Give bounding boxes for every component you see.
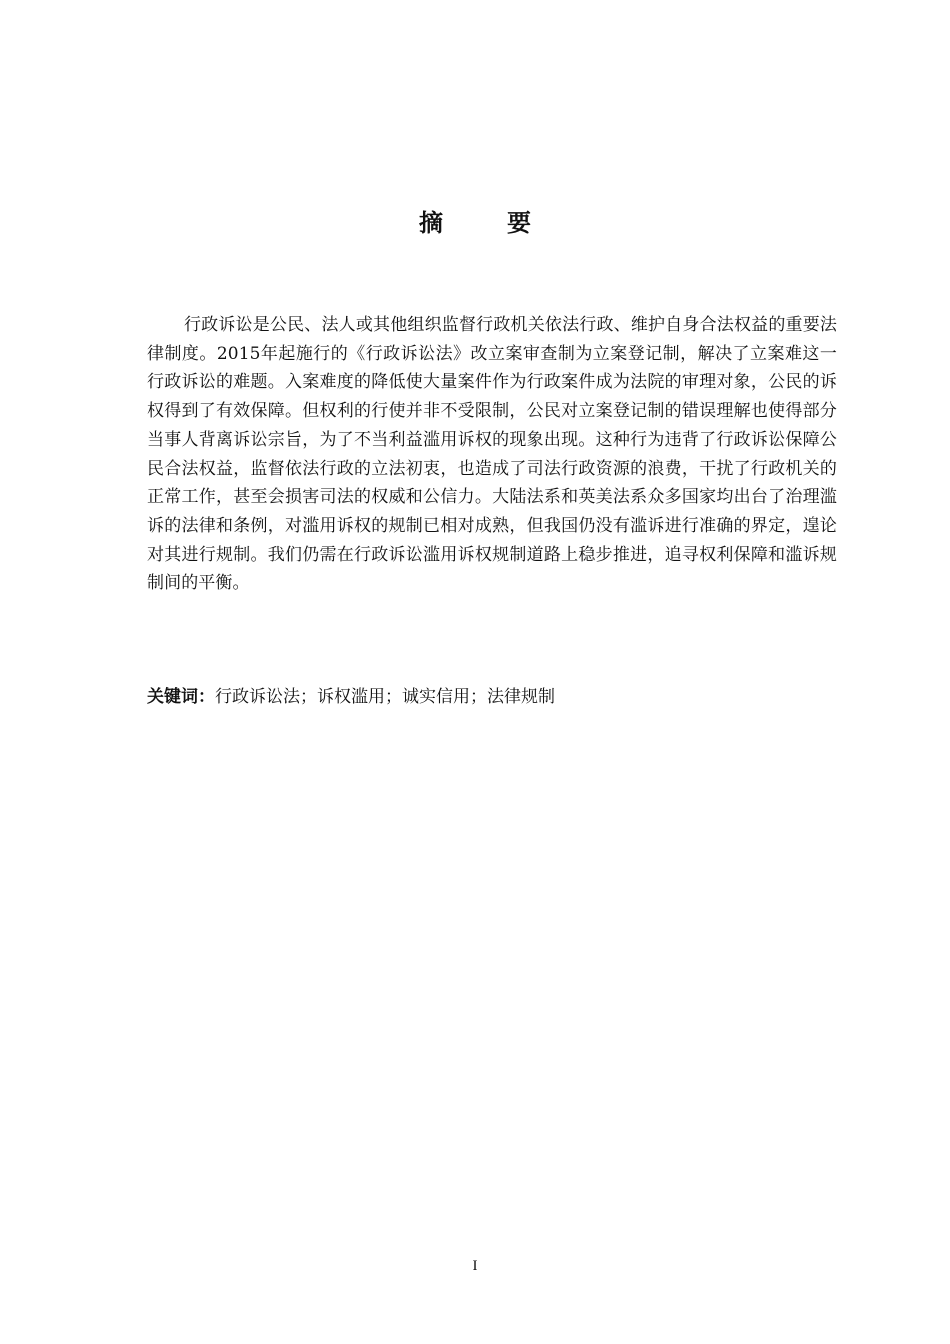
- page-number: I: [472, 1258, 478, 1274]
- page-title: 摘 要: [419, 209, 551, 237]
- keywords-label: 关键词：: [147, 687, 215, 707]
- abstract-paragraph: 行政诉讼是公民、法人或其他组织监督行政机关依法行政、维护自身合法权益的重要法律制度。2015年起施行的《行政诉讼法》改立案审查制为立案登记制，解决了立案难这一行政诉讼的难题。入案难度的降低使大量案件作为行政案件成为法院的审理对象，公民的诉权得到了有效保障。但权利的行使并非不受限制，公民对立案登记制的错误理解也使得部分当事人背离诉讼宗旨，为了不当利益滥用诉权的现象出现。这种行为违背了行政诉讼保障公民合法权益，监督依法行政的立法初衷，也造成了司法行政资源的浪费，干扰了行政机关的正常工作，甚至会损害司法的权威和公信力。大陆法系和英美法系众多国家均出台了治理滥诉的法律和条例，对滥用诉权的规制已相对成熟，但我国仍没有滥诉进行准确的界定，遑论对其进行规制。我们仍需在行政诉讼滥用诉权规制道路上稳步推进，追寻权利保障和滥诉规制间的平衡。: [147, 315, 837, 594]
- keywords-line: [147, 683, 837, 711]
- keywords-text: 行政诉讼法；诉权滥用；诚实信用；法律规制: [215, 687, 555, 707]
